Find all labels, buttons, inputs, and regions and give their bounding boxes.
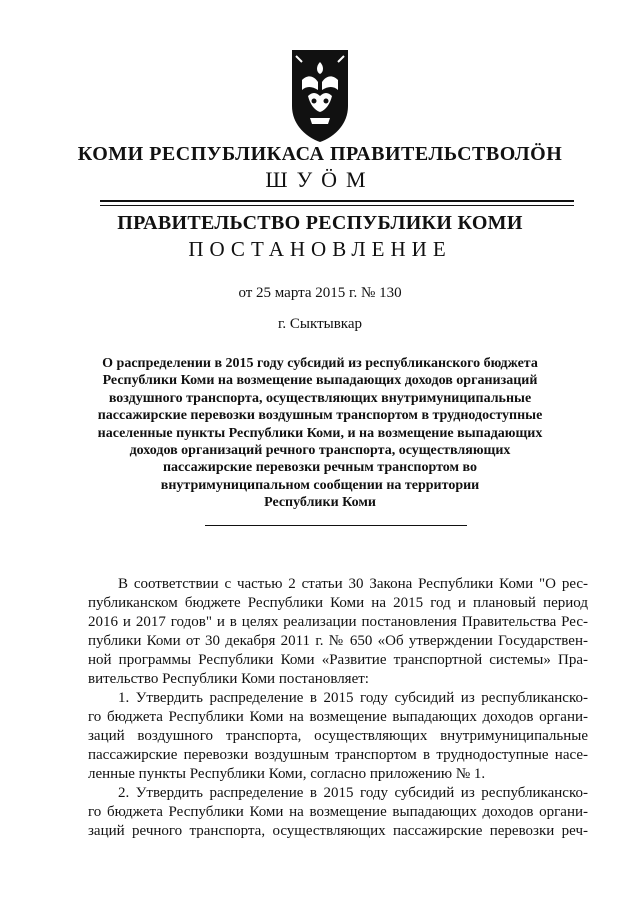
header-government-title: ПРАВИТЕЛЬСТВО РЕСПУБЛИКИ КОМИ: [117, 212, 523, 234]
body-line: 2. Утвердить распределение в 2015 году субсидий из республиканско-: [118, 785, 588, 801]
body-line: В соответствии с частью 2 статьи 30 Закона Республики Коми "О рес-: [118, 576, 588, 592]
body-line: заций речного транспорта, осуществляющих пассажирские перевозки реч-: [88, 823, 588, 839]
document-city: г. Сыктывкар: [277, 316, 363, 332]
header-divider-thick: [100, 200, 574, 202]
document-date-number: от 25 марта 2015 г. № 130: [238, 285, 402, 301]
title-line: воздушного транспорта, осуществляющих внутримуниципальные: [108, 390, 532, 406]
header-divider-thin: [100, 205, 574, 206]
body-line: пассажирские перевозки воздушным транспортом в труднодоступные насе-: [88, 747, 588, 763]
body-line: го бюджета Республики Коми на возмещение выпадающих доходов органи-: [88, 804, 588, 820]
body-line: публики Коми от 30 декабря 2011 г. № 650 «Об утверждении Государствен-: [88, 633, 588, 649]
title-line: Республики Коми: [264, 495, 376, 511]
body-line: вительство Республики Коми постановляет:: [88, 671, 369, 687]
title-line: Республики Коми на возмещение выпадающих доходов организаций: [102, 373, 538, 389]
komi-coat-of-arms-icon: [288, 46, 352, 144]
title-line: населенные пункты Республики Коми, и на возмещение выпадающих: [97, 425, 543, 441]
document-body: [88, 575, 588, 841]
title-line: пассажирские перевозки воздушным транспортом в труднодоступные: [97, 408, 543, 424]
body-line: 1. Утвердить распределение в 2015 году субсидий из республиканско-: [118, 690, 588, 706]
title-line: доходов организаций речного транспорта, осуществляющих: [129, 443, 511, 459]
document-type: ПОСТАНОВЛЕНИЕ: [188, 237, 452, 261]
header-komi-title: КОМИ РЕСПУБЛИКАСА ПРАВИТЕЛЬСТВОЛÖН: [77, 143, 563, 165]
body-line: го бюджета Республики Коми на возмещение выпадающих доходов органи-: [88, 709, 588, 725]
document-title: [90, 355, 550, 512]
body-line: публиканском бюджете Республики Коми на 2015 год и плановый период: [88, 595, 588, 611]
title-line: О распределении в 2015 году субсидий из республиканского бюджета: [102, 356, 538, 371]
title-underline: [205, 525, 467, 526]
body-line: заций воздушного транспорта, осуществляющих внутримуниципальные: [88, 728, 588, 744]
title-line: внутримуниципальном сообщении на территории: [160, 477, 480, 493]
title-line: пассажирские перевозки речным транспортом во: [162, 460, 478, 476]
body-line: 2016 и 2017 годов" и в целях реализации постановления Правительства Рес-: [88, 614, 588, 630]
body-line: ной программы Республики Коми «Развитие транспортной системы» Пра-: [88, 652, 588, 668]
header-komi-subtitle: ШУÖМ: [265, 167, 375, 192]
body-line: ленные пункты Республики Коми, согласно приложению № 1.: [88, 766, 486, 782]
